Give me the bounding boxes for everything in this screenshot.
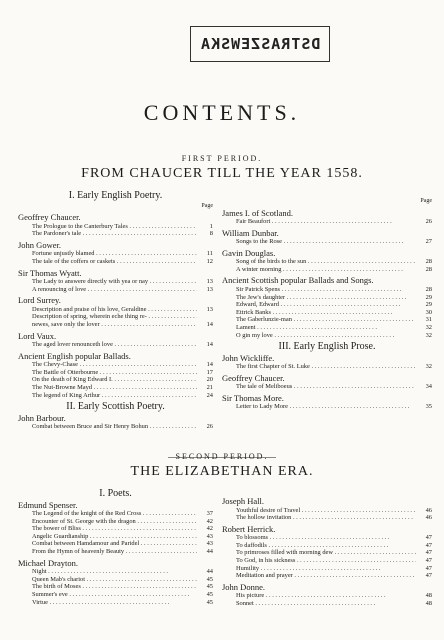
entry-title: Encounter of St. George with the dragon . . .: [32, 518, 197, 526]
author-name: James I. of Scotland.: [222, 207, 294, 218]
entry-page: 47: [425, 564, 432, 572]
author-name: Lord Surrey.: [18, 295, 61, 306]
entry-page: 44: [206, 548, 213, 556]
entry-page: 13: [206, 285, 213, 293]
entry-page: 28: [425, 285, 432, 293]
entry-page: 26: [425, 218, 432, 226]
entry-title: Ettrick Banks . . .: [236, 309, 416, 317]
toc-entry: [18, 548, 213, 556]
page-title: CONTENTS.: [143, 100, 301, 125]
entry-title: On the death of King Edward I. . . .: [32, 376, 197, 384]
entry-title: To daffodils . . .: [236, 542, 416, 550]
stamp-text: DSTRASZEWSKA: [199, 35, 321, 53]
toc-entry: [222, 294, 432, 302]
entry-title: His picture . . .: [236, 592, 416, 600]
author-name: John Gower.: [18, 239, 61, 250]
entry-title: Youthful desire of Travel . . .: [236, 507, 416, 515]
entry-title: The hollow invitation . . .: [236, 514, 416, 522]
toc-entry: [222, 363, 432, 371]
first-period-left-column: [18, 188, 213, 431]
author-name: Sir Thomas Wyatt.: [18, 267, 82, 278]
entry-title: Combat between Hamdamour and Paridel . . .: [32, 540, 197, 548]
entry-page: 11: [206, 250, 213, 258]
entry-page: 24: [206, 391, 213, 399]
entry-title: O gin my love . . .: [236, 332, 416, 340]
entry-title: Fortune unjustly blamed . . .: [32, 250, 197, 258]
entry-title: The bower of Bliss . . .: [32, 525, 197, 533]
toc-entry: [222, 534, 432, 542]
entry-page: 47: [425, 556, 432, 564]
entry-title: The aged lover renounceth love . . .: [32, 341, 197, 349]
toc-entry: [222, 549, 432, 557]
toc-entry: [18, 250, 213, 258]
toc-entry: [18, 230, 213, 238]
entry-title: From the Hymn of heavenly Beauty . . .: [32, 548, 197, 556]
section-heading: III. Early English Prose.: [278, 341, 376, 353]
toc-entry: [18, 583, 213, 591]
author-name: Edmund Spenser.: [18, 499, 78, 510]
toc-entry: [222, 316, 432, 324]
entry-title: The tale of the coffers or caskets . . .: [32, 258, 197, 266]
entry-title: The legend of King Arthur . . .: [32, 392, 197, 400]
entry-title: Sir Patrick Spens . . .: [236, 286, 416, 294]
toc-entry: [18, 576, 213, 584]
first-period-heading: FROM CHAUCER TILL THE YEAR 1558.: [81, 166, 363, 181]
entry-page: 28: [425, 258, 432, 266]
toc-entry: [18, 599, 213, 607]
entry-title: Letter to Lady More . . .: [236, 403, 416, 411]
toc-entry: [222, 301, 432, 309]
toc-entry: [222, 286, 432, 294]
toc-entry: [222, 572, 432, 580]
entry-page: 48: [425, 592, 432, 600]
toc-entry: [18, 540, 213, 548]
toc-entry: [222, 403, 432, 411]
page-column-label: Page: [420, 198, 432, 204]
toc-entry: [18, 376, 213, 384]
second-period-label: SECOND PERIOD.: [175, 452, 269, 461]
entry-page: 37: [206, 510, 213, 518]
toc-entry: [222, 218, 432, 226]
entry-page: 13: [206, 305, 213, 313]
author-name: Geoffrey Chaucer.: [222, 372, 285, 383]
toc-entry: [18, 321, 213, 329]
entry-page: 32: [425, 331, 432, 339]
author-name: Geoffrey Chaucer.: [18, 212, 81, 223]
entry-page: 42: [206, 525, 213, 533]
entry-page: 43: [206, 532, 213, 540]
toc-entry: [222, 542, 432, 550]
entry-page: 32: [425, 323, 432, 331]
entry-page: 13: [206, 278, 213, 286]
entry-page: 35: [425, 403, 432, 411]
entry-page: 29: [425, 301, 432, 309]
toc-entry: [18, 258, 213, 266]
entry-page: 45: [206, 590, 213, 598]
entry-page: 27: [425, 238, 432, 246]
toc-entry: [18, 313, 213, 321]
toc-entry: [222, 507, 432, 515]
entry-page: 20: [206, 376, 213, 384]
entry-page: 45: [206, 583, 213, 591]
entry-title: Lament . . .: [236, 324, 416, 332]
toc-entry: [18, 533, 213, 541]
toc-entry: [18, 341, 213, 349]
toc-entry: [18, 525, 213, 533]
toc-entry: [18, 591, 213, 599]
entry-page: 46: [425, 506, 432, 514]
second-period-left-column: [18, 486, 213, 606]
entry-title: Combat between Bruce and Sir Henry Bohun . . .: [32, 423, 197, 431]
entry-title: Angelic Guardianship . . .: [32, 533, 197, 541]
entry-page: 47: [425, 534, 432, 542]
entry-title: The birth of Moses . . .: [32, 583, 197, 591]
entry-page: 48: [425, 599, 432, 607]
entry-page: 14: [206, 341, 213, 349]
entry-page: 1: [209, 222, 213, 230]
toc-entry: [222, 266, 432, 274]
entry-page: 47: [425, 549, 432, 557]
toc-entry: [222, 383, 432, 391]
section-heading: I. Early English Poetry.: [68, 190, 163, 201]
entry-title: A winter morning . . .: [236, 266, 416, 274]
toc-entry: [222, 309, 432, 317]
entry-title: Queen Mab's chariot . . .: [32, 576, 197, 584]
entry-page: 17: [206, 368, 213, 376]
toc-entry: [18, 278, 213, 286]
author-name: Robert Herrick.: [222, 523, 276, 534]
entry-page: 46: [425, 514, 432, 522]
section-heading: I. Poets.: [99, 488, 132, 499]
entry-title: To blossoms . . .: [236, 534, 416, 542]
entry-page: 29: [425, 293, 432, 301]
entry-page: 45: [206, 598, 213, 606]
toc-entry: [222, 600, 432, 608]
toc-entry: [18, 568, 213, 576]
entry-title: The Battle of Otterbourne . . .: [32, 369, 197, 377]
entry-title: The Prologue to the Canterbury Tales . . .: [32, 223, 197, 231]
toc-entry: [222, 238, 432, 246]
toc-entry: [18, 286, 213, 294]
entry-title: Meditation and prayer . . .: [236, 572, 416, 580]
entry-page: [197, 313, 213, 321]
author-name: Michael Drayton.: [18, 557, 78, 568]
entry-page: 45: [206, 575, 213, 583]
entry-title: The Nut-Browne Mayd . . .: [32, 384, 197, 392]
entry-title: Edward, Edward . . .: [236, 301, 416, 309]
toc-entry: [222, 324, 432, 332]
section-heading: II. Early Scottish Poetry.: [66, 401, 165, 413]
entry-title: The Chevy-Chase . . .: [32, 361, 197, 369]
entry-page: 47: [425, 541, 432, 549]
entry-title: Songs to the Rose . . .: [236, 238, 416, 246]
author-name: John Wickliffe.: [222, 352, 275, 363]
entry-title: To primroses filled with morning dew . . .: [236, 549, 416, 557]
second-period-heading: THE ELIZABETHAN ERA.: [130, 464, 314, 479]
entry-page: 12: [206, 257, 213, 265]
toc-entry: [18, 423, 213, 431]
first-period-label: FIRST PERIOD.: [181, 154, 263, 163]
toc-entry: [18, 518, 213, 526]
entry-page: 14: [206, 320, 213, 328]
author-name: Gavin Douglas.: [222, 247, 276, 258]
toc-entry: [222, 332, 432, 340]
entry-title: The Gaberlunzie-man . . .: [236, 316, 416, 324]
entry-title: The first Chapter of St. Luke . . .: [236, 363, 416, 371]
author-name: Joseph Hall.: [222, 496, 265, 506]
entry-title: The Legend of the knight of the Red Cross . . .: [32, 510, 197, 518]
entry-page: 28: [425, 265, 432, 273]
entry-title: Song of the birds to the sun . . .: [236, 258, 416, 266]
entry-title: The tale of Meliboeus . . .: [236, 383, 416, 391]
entry-title: Humility . . .: [236, 565, 416, 573]
toc-entry: [18, 384, 213, 392]
author-name: William Dunbar.: [222, 227, 279, 238]
entry-title: Description of spring, wherein eche thing re- . . .: [32, 313, 197, 321]
entry-title: Night . . .: [32, 568, 197, 576]
toc-entry: [222, 258, 432, 266]
library-stamp: [190, 26, 330, 62]
entry-title: Fair Beaufort . . .: [236, 218, 416, 226]
toc-entry: [18, 510, 213, 518]
entry-title: Sonnet . . .: [236, 600, 416, 608]
entry-title: Description and praise of his love, Geraldine . . .: [32, 306, 197, 314]
entry-title: Virtue . . .: [32, 599, 197, 607]
entry-page: 26: [206, 423, 213, 431]
entry-page: 14: [206, 361, 213, 369]
entry-page: 47: [425, 572, 432, 580]
author-name: John Donne.: [222, 581, 265, 592]
first-period-right-column: [222, 198, 432, 411]
toc-entry: [18, 392, 213, 400]
page-column-label: Page: [201, 202, 213, 209]
toc-entry: [18, 369, 213, 377]
entry-page: 42: [206, 517, 213, 525]
toc-entry: [18, 223, 213, 231]
toc-entry: [222, 514, 432, 522]
entry-title: The Pardoner's tale . . .: [32, 230, 197, 238]
entry-page: 32: [425, 363, 432, 371]
second-period-right-column: [222, 494, 432, 607]
entry-title: newes, save only the lover . . .: [32, 321, 197, 329]
toc-entry: [18, 306, 213, 314]
author-name: Sir Thomas More.: [222, 392, 284, 403]
entry-page: 44: [206, 568, 213, 576]
entry-page: 21: [206, 383, 213, 391]
entry-title: The Jew's daughter . . .: [236, 294, 416, 302]
entry-page: 34: [425, 383, 432, 391]
author-name: John Barbour.: [18, 412, 66, 423]
entry-page: 31: [425, 316, 432, 324]
entry-title: The Lady to answere directly with yea or nay . . .: [32, 278, 197, 286]
toc-entry: [222, 557, 432, 565]
entry-title: A renouncing of love . . .: [32, 286, 197, 294]
entry-page: 43: [206, 540, 213, 548]
author-name: Ancient English popular Ballads.: [18, 350, 131, 361]
entry-title: To God, in his sickness . . .: [236, 557, 416, 565]
author-name: Lord Vaux.: [18, 330, 57, 341]
toc-entry: [18, 361, 213, 369]
entry-title: Summer's eve . . .: [32, 591, 197, 599]
toc-entry: [222, 592, 432, 600]
entry-page: 8: [209, 230, 213, 238]
toc-entry: [222, 565, 432, 573]
author-name: Ancient Scottish popular Ballads and Songs.: [222, 275, 374, 286]
entry-page: 30: [425, 308, 432, 316]
